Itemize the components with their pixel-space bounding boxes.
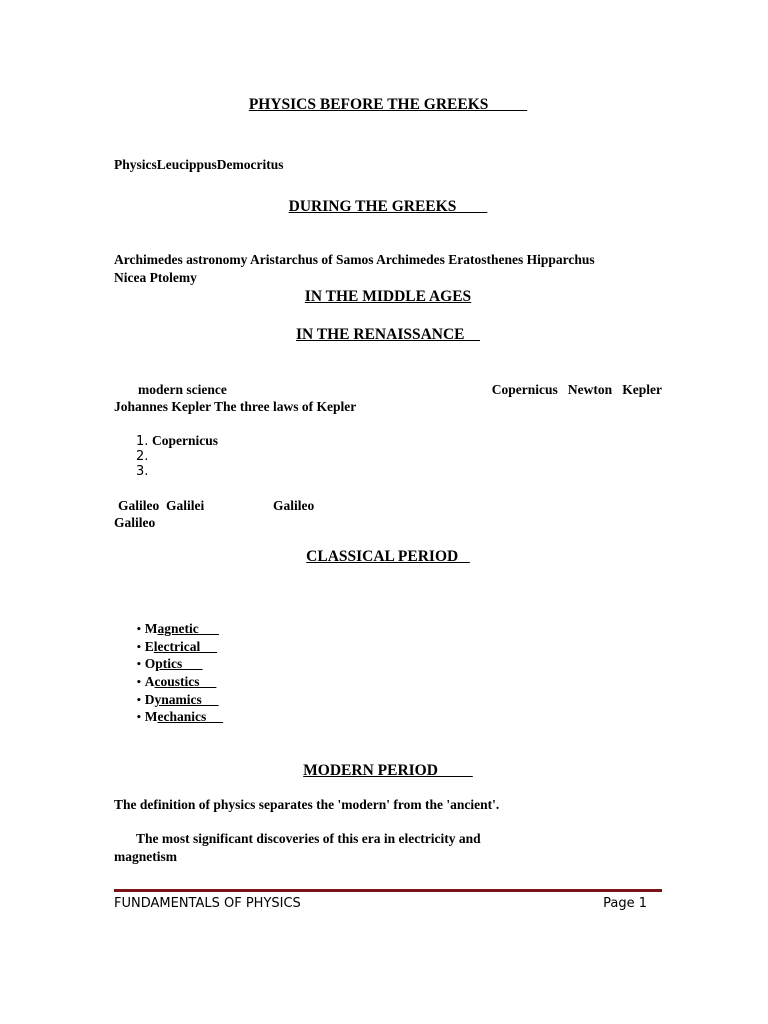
- list-item: • Magnetic: [136, 621, 220, 636]
- list-item: • Optics: [136, 656, 203, 672]
- footer-page-number: Page 1: [603, 896, 647, 911]
- galileo-galilei: Galileo Galilei: [118, 498, 205, 513]
- heading-modern-period: MODERN PERIOD: [303, 762, 473, 779]
- renaissance-scientists: Copernicus Newton Kepler: [491, 382, 662, 397]
- during-greeks-line-2: Nicea Ptolemy: [114, 270, 197, 285]
- list-item: [136, 463, 218, 478]
- list-item: • Electrical: [136, 638, 218, 654]
- list-item: • Mechanics: [136, 709, 224, 725]
- modern-definition: The definition of physics separates the 'modern' from the 'ancient'.: [114, 797, 500, 812]
- list-item: • Acoustics: [136, 674, 217, 690]
- heading-before-greeks: PHYSICS BEFORE THE GREEKS: [248, 96, 528, 113]
- kepler-numbered-list: [136, 433, 218, 478]
- heading-during-greeks: DURING THE GREEKS: [288, 198, 488, 215]
- bullet-icon: •: [136, 660, 142, 671]
- during-greeks-line-1: Archimedes astronomy Aristarchus of Samos Archimedes Eratosthenes Hipparchus: [114, 252, 595, 267]
- modern-discoveries-line-1: The most significant discoveries of this era in electricity and: [136, 831, 481, 846]
- heading-middle-ages: IN THE MIDDLE AGES: [304, 288, 472, 305]
- bullet-icon: •: [136, 695, 142, 706]
- classical-bullet-list: [136, 620, 223, 726]
- before-greeks-names: PhysicsLeucippusDemocritus: [114, 157, 284, 172]
- list-item: [136, 448, 218, 463]
- galileo-right: Galileo: [273, 498, 315, 513]
- modern-discoveries-line-2: magnetism: [114, 849, 177, 864]
- list-text: Copernicus: [152, 433, 219, 448]
- footer-title: FUNDAMENTALS OF PHYSICS: [114, 896, 301, 911]
- list-number: 3.: [136, 464, 149, 479]
- bullet-icon: •: [136, 642, 142, 653]
- list-number: 1.: [136, 434, 149, 449]
- heading-classical-period: CLASSICAL PERIOD: [306, 548, 470, 565]
- list-item: • Dynamics: [136, 691, 219, 707]
- list-item: [136, 433, 218, 448]
- bullet-icon: •: [136, 678, 142, 689]
- renaissance-kepler-laws: Johannes Kepler The three laws of Kepler: [114, 399, 357, 414]
- galileo-line-2: Galileo: [114, 515, 156, 530]
- renaissance-modern-science: modern science: [138, 382, 227, 397]
- bullet-icon: •: [136, 713, 142, 724]
- heading-renaissance: IN THE RENAISSANCE: [295, 326, 481, 343]
- bullet-icon: •: [136, 625, 142, 635]
- list-number: 2.: [136, 449, 149, 464]
- footer-rule: [114, 889, 662, 892]
